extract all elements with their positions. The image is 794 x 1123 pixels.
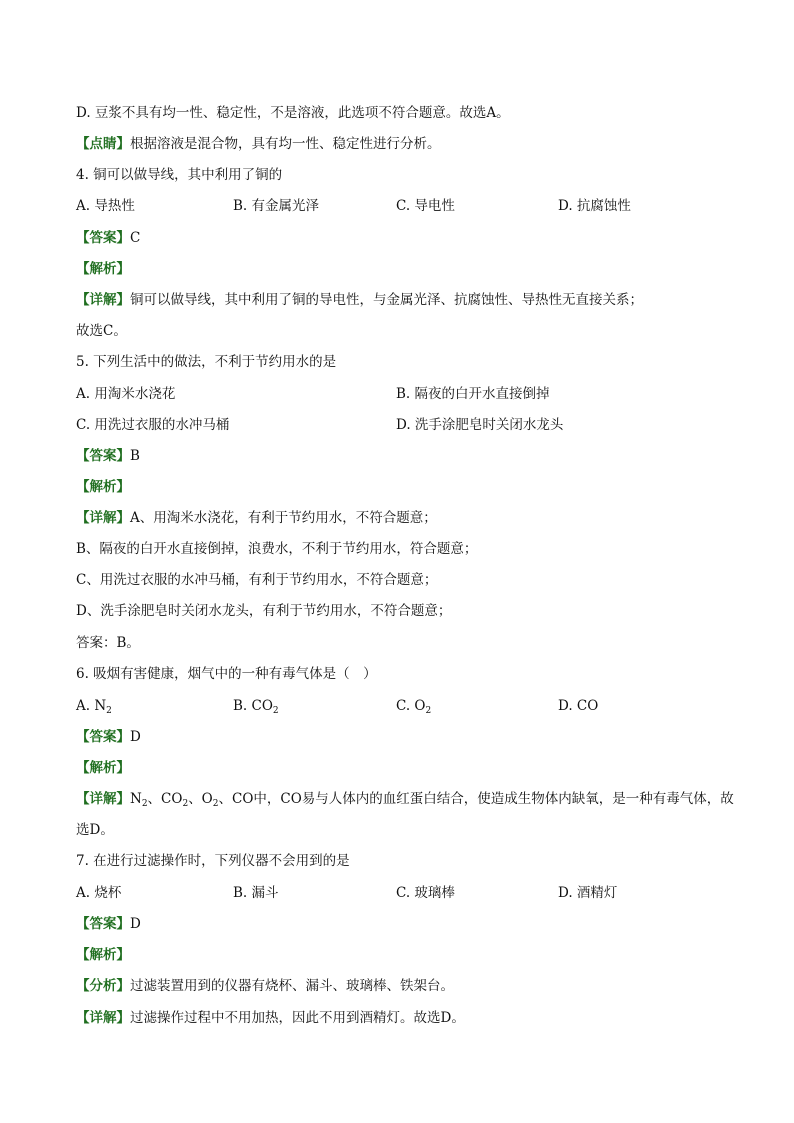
analysis-label: 【解析】	[76, 947, 130, 963]
q5-detail-d: D、洗手涂肥皂时关闭水龙头，有利于节约用水，不符合题意；	[76, 603, 452, 619]
q6-stem: 6. 吸烟有害健康，烟气中的一种有毒气体是（ ）	[76, 666, 377, 682]
q6-detail-sub2: 2	[182, 799, 189, 809]
q5-answer-value: B	[130, 448, 140, 464]
q6-detail-o: 、O	[188, 791, 213, 807]
analysis-label: 【解析】	[76, 261, 130, 277]
q5-option-c: C. 用洗过衣服的水冲马桶	[76, 417, 230, 433]
hint-label: 【点睛】	[76, 136, 130, 152]
q7-analysis	[76, 946, 734, 964]
detail-label: 【详解】	[76, 292, 130, 308]
q6-option-b-subscript: 2	[272, 706, 279, 716]
q7-analyze	[76, 977, 734, 995]
q3-hint	[76, 135, 734, 153]
q6-option-a	[76, 697, 112, 715]
q4-analysis	[76, 260, 734, 278]
q3-option-d-explanation: D. 豆浆不具有均一性、稳定性，不是溶液，此选项不符合题意。故选A。	[76, 105, 510, 121]
q4-option-c: C. 导电性	[396, 198, 455, 214]
q6-detail-sub3: 2	[212, 799, 219, 809]
analysis-label: 【解析】	[76, 479, 130, 495]
q7-answer	[76, 915, 734, 933]
detail-label: 【详解】	[76, 791, 130, 807]
q6-option-a-subscript: 2	[106, 706, 112, 716]
q4-option-a: A. 导热性	[76, 198, 135, 214]
q5-detail-c: C、用洗过衣服的水冲马桶，有利于节约用水，不符合题意；	[76, 572, 438, 588]
q4-option-b: B. 有金属光泽	[233, 198, 320, 214]
q6-option-c-text: C. O	[396, 698, 426, 714]
q5-detail-a-text: A、用淘米水浇花，有利于节约用水，不符合题意；	[130, 510, 437, 526]
q6-answer	[76, 728, 734, 746]
q6-option-d: D. CO	[558, 698, 599, 714]
q4-answer	[76, 229, 734, 247]
q6-option-b-text: B. CO	[233, 698, 273, 714]
answer-label: 【答案】	[76, 729, 130, 745]
detail-label: 【详解】	[76, 510, 130, 526]
q4-stem: 4. 铜可以做导线，其中利用了铜的	[76, 167, 283, 183]
q5-detail-b: B、隔夜的白开水直接倒掉，浪费水，不利于节约用水，符合题意；	[76, 541, 478, 557]
answer-label: 【答案】	[76, 916, 130, 932]
q6-option-c-subscript: 2	[425, 706, 432, 716]
q6-option-c	[396, 697, 431, 715]
q7-detail	[76, 1009, 734, 1027]
q6-detail-wrap: 选D。	[76, 822, 114, 838]
q4-detail	[76, 291, 734, 309]
q6-detail-sub1: 2	[141, 799, 148, 809]
analysis-label: 【解析】	[76, 760, 130, 776]
q6-analysis	[76, 759, 734, 777]
q4-option-d: D. 抗腐蚀性	[558, 198, 631, 214]
q5-conclusion: 答案：B。	[76, 635, 140, 651]
q7-detail-text: 过滤操作过程中不用加热，因此不用到酒精灯。故选D。	[130, 1010, 465, 1026]
q3-hint-text: 根据溶液是混合物，具有均一性、稳定性进行分析。	[130, 136, 441, 152]
q6-detail-co: 、CO	[147, 791, 183, 807]
q7-option-b: B. 漏斗	[233, 885, 279, 901]
q6-detail	[76, 790, 734, 808]
q7-option-d: D. 酒精灯	[558, 885, 618, 901]
q7-analyze-text: 过滤装置用到的仪器有烧杯、漏斗、玻璃棒、铁架台。	[130, 978, 454, 994]
analyze-label: 【分析】	[76, 978, 130, 994]
q5-option-d: D. 洗手涂肥皂时关闭水龙头	[396, 417, 564, 433]
q5-detail-a	[76, 509, 734, 527]
q6-detail-n: N	[130, 791, 142, 807]
q5-option-a: A. 用淘米水浇花	[76, 386, 176, 402]
q5-option-b: B. 隔夜的白开水直接倒掉	[396, 386, 550, 402]
q6-option-a-text: A. N	[76, 698, 107, 714]
q5-stem: 5. 下列生活中的做法，不利于节约用水的是	[76, 354, 337, 370]
q6-detail-rest: 、CO中，CO易与人体内的血红蛋白结合，使造成生物体内缺氧，是一种有毒气体，故	[218, 791, 734, 807]
q5-analysis	[76, 478, 734, 496]
q6-answer-value: D	[130, 729, 141, 745]
q4-answer-value: C	[130, 230, 141, 246]
q7-option-c: C. 玻璃棒	[396, 885, 455, 901]
answer-label: 【答案】	[76, 230, 130, 246]
q7-option-a: A. 烧杯	[76, 885, 122, 901]
q6-option-b	[233, 697, 279, 715]
q7-answer-value: D	[130, 916, 141, 932]
q4-detail-text: 铜可以做导线，其中利用了铜的导电性，与金属光泽、抗腐蚀性、导热性无直接关系；	[130, 292, 643, 308]
q4-conclusion: 故选C。	[76, 323, 127, 339]
answer-label: 【答案】	[76, 448, 130, 464]
q5-answer	[76, 447, 734, 465]
detail-label: 【详解】	[76, 1010, 130, 1026]
q7-stem: 7. 在进行过滤操作时，下列仪器不会用到的是	[76, 853, 350, 869]
